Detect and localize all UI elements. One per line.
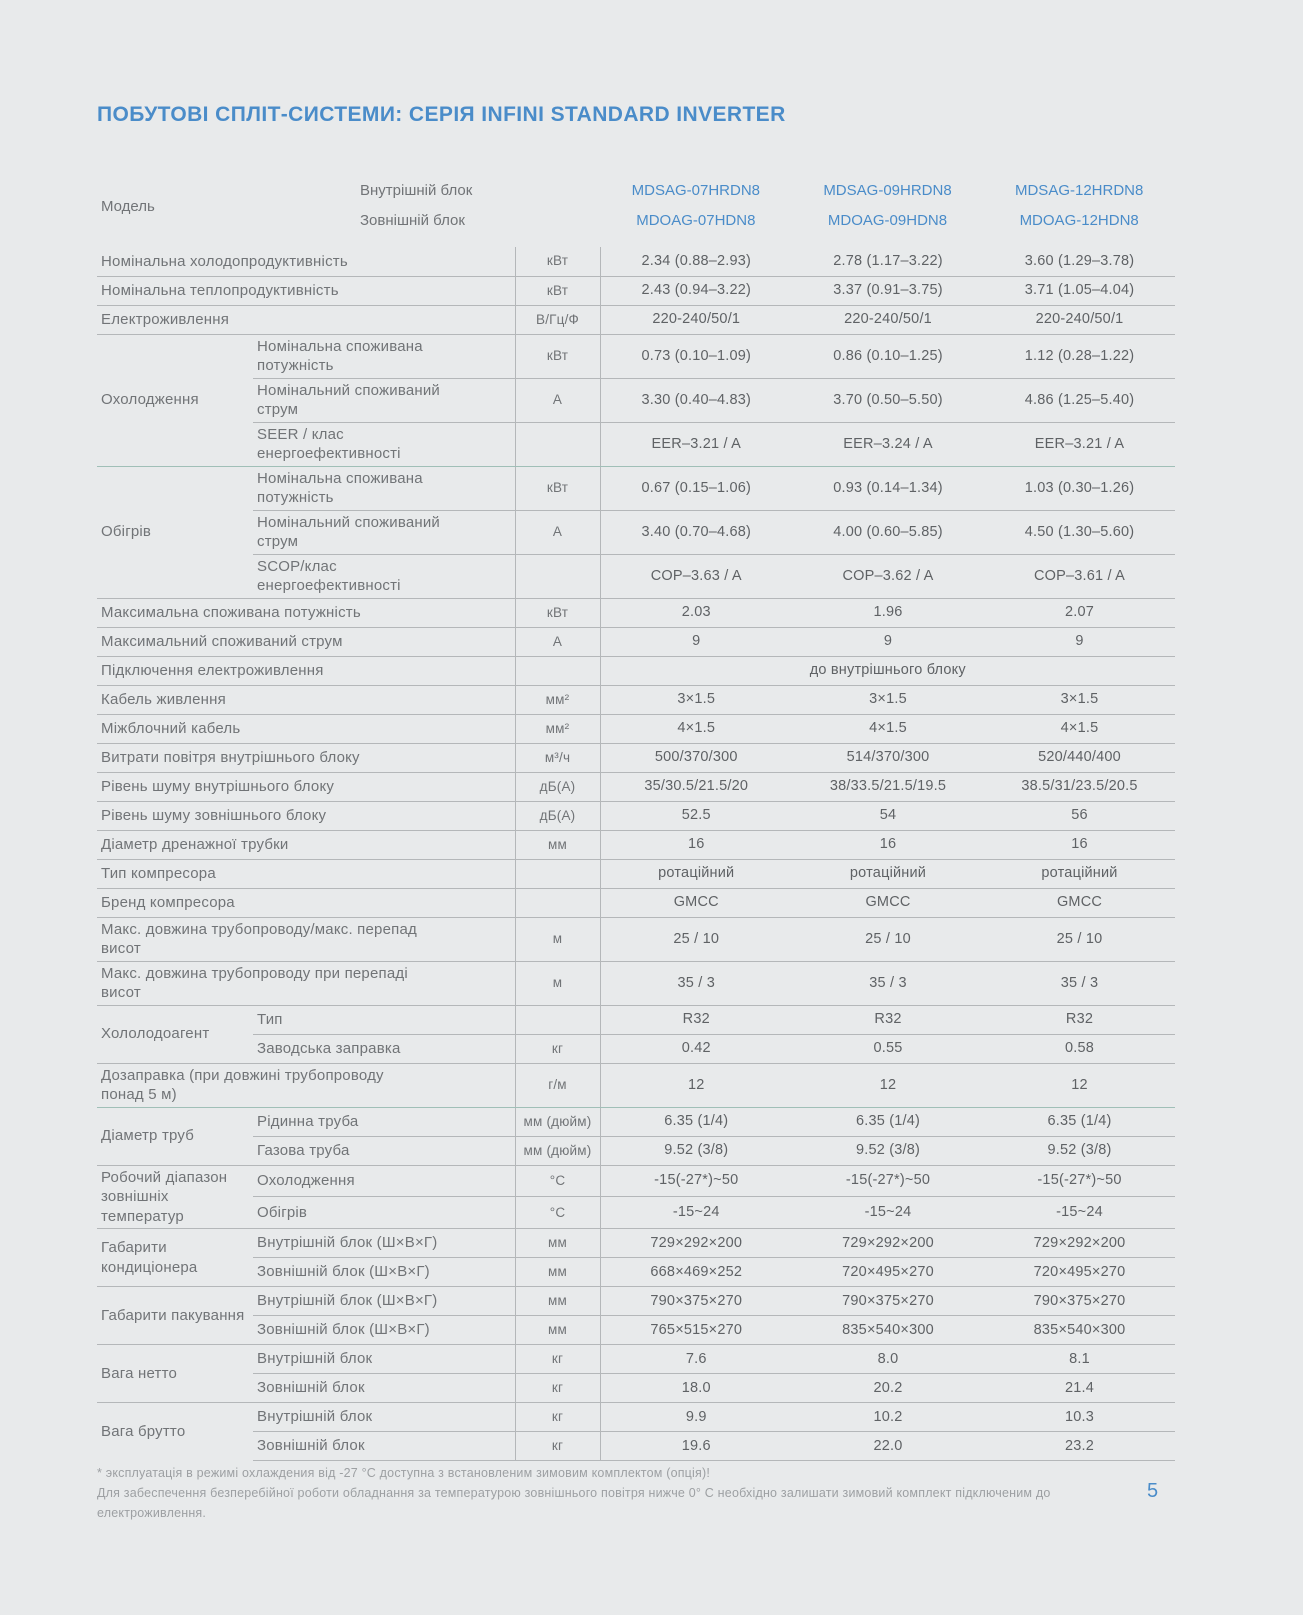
spec-value: 0.93 (0.14–1.34) (792, 466, 984, 510)
spec-value: 8.0 (792, 1345, 984, 1374)
spec-value: 4.86 (1.25–5.40) (984, 378, 1175, 422)
spec-group-label: Робочий діапазон зовнішніх температур (97, 1165, 253, 1229)
spec-label: Зовнішній блок (Ш×В×Г) (253, 1316, 515, 1345)
spec-unit: м (515, 917, 600, 961)
model-column (983, 176, 1175, 236)
spec-unit: дБ(А) (515, 772, 600, 801)
outdoor-model-name: MDOAG-09HDN8 (827, 212, 948, 229)
spec-value: 25 / 10 (792, 917, 984, 961)
spec-unit: мм² (515, 714, 600, 743)
spec-value: 38/33.5/21.5/19.5 (792, 772, 984, 801)
model-column (600, 176, 792, 236)
spec-unit: м³/ч (515, 743, 600, 772)
spec-value-span: до внутрішнього блоку (600, 656, 1175, 685)
spec-value: GMCC (984, 888, 1175, 917)
spec-label: Рівень шуму внутрішнього блоку (97, 772, 515, 801)
table-row (97, 422, 1175, 466)
spec-value: -15~24 (984, 1197, 1175, 1229)
spec-value: 18.0 (600, 1374, 792, 1403)
table-row (97, 554, 1175, 598)
table-row (97, 1034, 1175, 1063)
spec-label: Номінальна споживана потужність (253, 334, 515, 378)
spec-unit: кВт (515, 334, 600, 378)
spec-value: 22.0 (792, 1432, 984, 1461)
table-row (97, 1229, 1175, 1258)
spec-unit: кг (515, 1345, 600, 1374)
spec-value: R32 (600, 1005, 792, 1034)
spec-value: R32 (984, 1005, 1175, 1034)
spec-unit: г/м (515, 1063, 600, 1107)
spec-value: 4.00 (0.60–5.85) (792, 510, 984, 554)
table-row (97, 743, 1175, 772)
spec-value: COP–3.63 / A (600, 554, 792, 598)
footnote-line: Для забеспечення безперебійної роботи обладнання за температурою зовнішнього повітря нижче 0° С необхідно залишати зимовий комплект підключеним до (97, 1486, 1051, 1500)
spec-label: Внутрішній блок (253, 1345, 515, 1374)
spec-label: Внутрішній блок (253, 1403, 515, 1432)
spec-group-label: Габарити кондиціонера (97, 1229, 253, 1287)
spec-value: 3×1.5 (792, 685, 984, 714)
spec-value: 35 / 3 (984, 961, 1175, 1005)
table-row (97, 685, 1175, 714)
table-row (97, 1005, 1175, 1034)
spec-label: Номінальна споживана потужність (253, 466, 515, 510)
spec-value: 25 / 10 (600, 917, 792, 961)
spec-value: 790×375×270 (600, 1287, 792, 1316)
spec-value: 4.50 (1.30–5.60) (984, 510, 1175, 554)
table-row (97, 1258, 1175, 1287)
table-row (97, 830, 1175, 859)
table-row (97, 1432, 1175, 1461)
spec-value: 7.6 (600, 1345, 792, 1374)
spec-unit: кг (515, 1034, 600, 1063)
spec-value: 6.35 (1/4) (792, 1107, 984, 1136)
table-row (97, 276, 1175, 305)
spec-value: 25 / 10 (984, 917, 1175, 961)
spec-label: SCOP/клас енергоефективності (253, 554, 515, 598)
spec-value: 9 (984, 627, 1175, 656)
spec-value: COP–3.61 / A (984, 554, 1175, 598)
spec-group-label: Вага нетто (97, 1345, 253, 1403)
spec-value: 0.42 (600, 1034, 792, 1063)
spec-value: COP–3.62 / A (792, 554, 984, 598)
spec-unit: мм (515, 1229, 600, 1258)
spec-value: 2.34 (0.88–2.93) (600, 247, 792, 276)
spec-value: -15(-27*)~50 (984, 1165, 1175, 1197)
spec-unit: кг (515, 1374, 600, 1403)
spec-value: GMCC (600, 888, 792, 917)
spec-value: 3.71 (1.05–4.04) (984, 276, 1175, 305)
spec-value: 12 (600, 1063, 792, 1107)
spec-unit: кВт (515, 247, 600, 276)
spec-value: 35 / 3 (600, 961, 792, 1005)
spec-unit (515, 859, 600, 888)
spec-label: Зовнішній блок (Ш×В×Г) (253, 1258, 515, 1287)
spec-value: 3×1.5 (984, 685, 1175, 714)
spec-value: 520/440/400 (984, 743, 1175, 772)
spec-group-label: Хололодоагент (97, 1005, 253, 1063)
spec-value: 4×1.5 (600, 714, 792, 743)
unit-type-labels (360, 176, 600, 236)
spec-value: 220-240/50/1 (600, 305, 792, 334)
spec-value: 8.1 (984, 1345, 1175, 1374)
spec-label: Дозаправка (при довжині трубопроводу понад 5 м) (97, 1063, 515, 1107)
footnote-line: електроживлення. (97, 1506, 207, 1520)
spec-group-label: Охолодження (97, 334, 253, 466)
spec-value: 835×540×300 (792, 1316, 984, 1345)
spec-value: 765×515×270 (600, 1316, 792, 1345)
spec-label: Зовнішній блок (253, 1432, 515, 1461)
spec-value: 23.2 (984, 1432, 1175, 1461)
spec-value: R32 (792, 1005, 984, 1034)
spec-value: -15(-27*)~50 (792, 1165, 984, 1197)
spec-value: 6.35 (1/4) (984, 1107, 1175, 1136)
indoor-model-name: MDSAG-09HRDN8 (823, 182, 952, 199)
spec-label: Максимальний споживаний струм (97, 627, 515, 656)
spec-value: 9.52 (3/8) (600, 1136, 792, 1165)
spec-label: Витрати повітря внутрішнього блоку (97, 743, 515, 772)
indoor-model-name: MDSAG-12HRDN8 (1014, 182, 1144, 199)
spec-value: 720×495×270 (984, 1258, 1175, 1287)
spec-value: 3.37 (0.91–3.75) (792, 276, 984, 305)
spec-value: EER–3.21 / A (600, 422, 792, 466)
table-row (97, 714, 1175, 743)
footnotes (97, 1463, 1107, 1523)
spec-value: 0.86 (0.10–1.25) (792, 334, 984, 378)
spec-unit: мм (515, 830, 600, 859)
table-row (97, 1345, 1175, 1374)
spec-value: 514/370/300 (792, 743, 984, 772)
spec-value: 790×375×270 (792, 1287, 984, 1316)
spec-value: 2.78 (1.17–3.22) (792, 247, 984, 276)
spec-label: Бренд компресора (97, 888, 515, 917)
spec-value: 19.6 (600, 1432, 792, 1461)
spec-value: EER–3.21 / A (984, 422, 1175, 466)
spec-value: 52.5 (600, 801, 792, 830)
table-row (97, 888, 1175, 917)
spec-unit (515, 554, 600, 598)
spec-unit: °С (515, 1197, 600, 1229)
table-row (97, 598, 1175, 627)
table-row (97, 859, 1175, 888)
spec-label: Охолодження (253, 1165, 515, 1197)
table-row (97, 627, 1175, 656)
spec-label: Номінальна теплопродуктивність (97, 276, 515, 305)
model-column (792, 176, 984, 236)
spec-value: 1.12 (0.28–1.22) (984, 334, 1175, 378)
spec-unit: мм (515, 1258, 600, 1287)
spec-unit: В/Гц/Ф (515, 305, 600, 334)
spec-value: ротаційний (600, 859, 792, 888)
table-row (97, 1107, 1175, 1136)
spec-value: -15~24 (792, 1197, 984, 1229)
spec-value: 4×1.5 (792, 714, 984, 743)
spec-label: Газова труба (253, 1136, 515, 1165)
spec-unit: кВт (515, 466, 600, 510)
spec-unit: кг (515, 1432, 600, 1461)
spec-group-label: Діаметр труб (97, 1107, 253, 1165)
table-row (97, 510, 1175, 554)
spec-label: Зовнішній блок (253, 1374, 515, 1403)
spec-unit: мм (515, 1316, 600, 1345)
spec-unit: А (515, 510, 600, 554)
spec-value: 220-240/50/1 (792, 305, 984, 334)
spec-label: Внутрішній блок (Ш×В×Г) (253, 1287, 515, 1316)
spec-value: 10.3 (984, 1403, 1175, 1432)
spec-value: 4×1.5 (984, 714, 1175, 743)
spec-value: 35 / 3 (792, 961, 984, 1005)
spec-unit: мм (515, 1287, 600, 1316)
spec-label: SEER / клас енергоефективності (253, 422, 515, 466)
table-row (97, 961, 1175, 1005)
spec-value: 6.35 (1/4) (600, 1107, 792, 1136)
table-row (97, 772, 1175, 801)
spec-label: Підключення електроживлення (97, 656, 515, 685)
spec-value: 3.40 (0.70–4.68) (600, 510, 792, 554)
spec-value: 1.96 (792, 598, 984, 627)
spec-group-label: Габарити пакування (97, 1287, 253, 1345)
indoor-model-name: MDSAG-07HRDN8 (631, 182, 760, 199)
spec-label: Міжблочний кабель (97, 714, 515, 743)
table-row (97, 247, 1175, 276)
spec-value: 3×1.5 (600, 685, 792, 714)
spec-value: 3.60 (1.29–3.78) (984, 247, 1175, 276)
spec-value: 56 (984, 801, 1175, 830)
model-names (600, 176, 1175, 236)
spec-unit: °С (515, 1165, 600, 1197)
spec-value: 0.55 (792, 1034, 984, 1063)
spec-value: 16 (792, 830, 984, 859)
spec-value: ротаційний (984, 859, 1175, 888)
table-row (97, 1374, 1175, 1403)
outdoor-model-name: MDOAG-07HDN8 (636, 212, 756, 229)
spec-value: 16 (984, 830, 1175, 859)
spec-label: Максимальна споживана потужність (97, 598, 515, 627)
spec-value: 0.73 (0.10–1.09) (600, 334, 792, 378)
spec-value: 220-240/50/1 (984, 305, 1175, 334)
spec-label: Обігрів (253, 1197, 515, 1229)
spec-label: Номінальний споживаний струм (253, 378, 515, 422)
spec-value: 9 (600, 627, 792, 656)
spec-label: Рідинна труба (253, 1107, 515, 1136)
spec-group-label: Вага брутто (101, 1423, 186, 1440)
spec-unit: мм (дюйм) (515, 1136, 600, 1165)
spec-label: Номінальна холодопродуктивність (97, 247, 515, 276)
spec-label: Діаметр дренажної трубки (97, 830, 515, 859)
spec-value: 720×495×270 (792, 1258, 984, 1287)
spec-label: Макс. довжина трубопроводу при перепаді висот (97, 961, 515, 1005)
spec-value: 0.58 (984, 1034, 1175, 1063)
table-row (97, 378, 1175, 422)
spec-label: Заводська заправка (253, 1034, 515, 1063)
page-title: ПОБУТОВІ СПЛІТ-СИСТЕМИ: СЕРІЯ INFINI STANDARD INVERTER (97, 103, 786, 126)
table-row (97, 1197, 1175, 1229)
footnote-line: * эксплуатація в режимі охлаждения від -27 °С доступна з встановленим зимовим комплектом (опція)! (97, 1466, 711, 1480)
spec-value: 3.30 (0.40–4.83) (600, 378, 792, 422)
spec-value: 20.2 (792, 1374, 984, 1403)
spec-label: Рівень шуму зовнішнього блоку (97, 801, 515, 830)
spec-table (97, 247, 1175, 1461)
spec-value: 16 (600, 830, 792, 859)
spec-value: -15(-27*)~50 (600, 1165, 792, 1197)
spec-label: Тип (253, 1005, 515, 1034)
spec-value: 835×540×300 (984, 1316, 1175, 1345)
spec-value: 790×375×270 (984, 1287, 1175, 1316)
spec-unit: кВт (515, 276, 600, 305)
spec-unit: А (515, 627, 600, 656)
spec-value: 729×292×200 (792, 1229, 984, 1258)
spec-unit: А (515, 378, 600, 422)
spec-label: Внутрішній блок (Ш×В×Г) (253, 1229, 515, 1258)
spec-group-label: Обігрів (97, 466, 253, 598)
spec-value: 2.43 (0.94–3.22) (600, 276, 792, 305)
model-row-label: Модель (101, 197, 155, 215)
spec-value: 3.70 (0.50–5.50) (792, 378, 984, 422)
spec-value: GMCC (792, 888, 984, 917)
table-row (97, 1063, 1175, 1107)
indoor-unit-label: Внутрішній блок (360, 182, 473, 199)
table-row (97, 1287, 1175, 1316)
spec-unit: мм² (515, 685, 600, 714)
spec-value: 500/370/300 (600, 743, 792, 772)
spec-value: 12 (984, 1063, 1175, 1107)
outdoor-unit-label: Зовнішній блок (360, 212, 465, 229)
spec-label: Номінальний споживаний струм (253, 510, 515, 554)
table-row (97, 334, 1175, 378)
table-row (97, 1403, 1175, 1432)
spec-unit: мм (дюйм) (515, 1107, 600, 1136)
table-row (97, 1165, 1175, 1197)
spec-unit (515, 888, 600, 917)
spec-value: 2.03 (600, 598, 792, 627)
table-row (97, 1316, 1175, 1345)
table-row (97, 466, 1175, 510)
spec-label: Макс. довжина трубопроводу/макс. перепад висот (97, 917, 515, 961)
page-number: 5 (1147, 1480, 1159, 1502)
spec-unit: кВт (515, 598, 600, 627)
spec-value: 35/30.5/21.5/20 (600, 772, 792, 801)
spec-value: ротаційний (792, 859, 984, 888)
spec-value: 2.07 (984, 598, 1175, 627)
spec-value: 9.52 (3/8) (984, 1136, 1175, 1165)
table-row (97, 1136, 1175, 1165)
spec-label: Електроживлення (97, 305, 515, 334)
spec-unit: м (515, 961, 600, 1005)
table-row (97, 917, 1175, 961)
spec-value: -15~24 (600, 1197, 792, 1229)
table-row (97, 656, 1175, 685)
table-row (97, 801, 1175, 830)
spec-label: Тип компресора (97, 859, 515, 888)
spec-value: 12 (792, 1063, 984, 1107)
spec-unit (515, 656, 600, 685)
spec-value: 729×292×200 (600, 1229, 792, 1258)
spec-value: 21.4 (984, 1374, 1175, 1403)
spec-value: 9.9 (600, 1403, 792, 1432)
spec-unit: кг (515, 1403, 600, 1432)
table-row (97, 305, 1175, 334)
spec-value: 38.5/31/23.5/20.5 (984, 772, 1175, 801)
spec-label: Кабель живлення (97, 685, 515, 714)
spec-value: 9.52 (3/8) (792, 1136, 984, 1165)
spec-value: 668×469×252 (600, 1258, 792, 1287)
spec-value: EER–3.24 / A (792, 422, 984, 466)
spec-unit (515, 422, 600, 466)
spec-value: 1.03 (0.30–1.26) (984, 466, 1175, 510)
spec-unit: дБ(А) (515, 801, 600, 830)
spec-unit (515, 1005, 600, 1034)
spec-value: 729×292×200 (984, 1229, 1175, 1258)
spec-value: 54 (792, 801, 984, 830)
spec-value: 10.2 (792, 1403, 984, 1432)
spec-value: 0.67 (0.15–1.06) (600, 466, 792, 510)
model-header (97, 176, 1175, 236)
outdoor-model-name: MDOAG-12HDN8 (1019, 212, 1139, 229)
spec-value: 9 (792, 627, 984, 656)
